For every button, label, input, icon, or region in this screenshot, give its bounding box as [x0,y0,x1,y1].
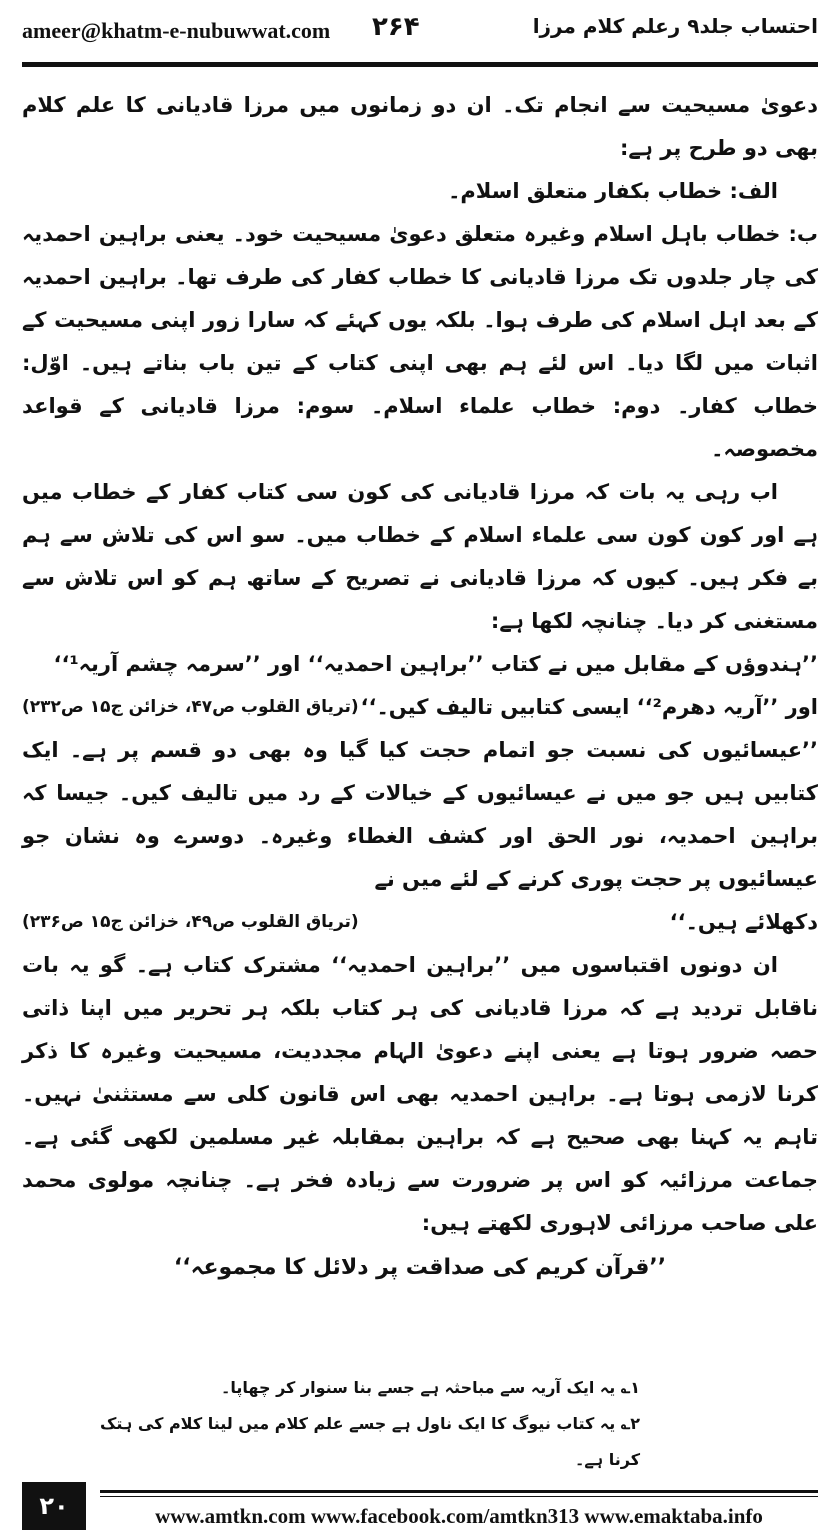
quote-1-text: اور ’’آریہ دھرم²‘‘ ایسی کتابیں تالیف کیں۔‘‘ [360,695,818,719]
paragraph-analysis: ان دونوں اقتباسوں میں ’’براہین احمدیہ‘‘ مشترک کتاب ہے۔ گو یہ بات ناقابل تردید ہے کہ مرزا قادیانی کی ہر کتاب بلکہ ہر تحریر میں اپنا ذاتی حصہ ضرور ہوتا ہے یعنی اپنے دعویٰ الہام مجددیت، مسیحیت وغیرہ کا ذکر کرنا لازمی ہوتا ہے۔ براہین احمدیہ بھی اس قانون کلی سے مستثنیٰ نہیں۔ تاہم یہ کہنا بھی صحیح ہے کہ براہین بمقابلہ غیر مسلمین لکھی گئی ہے۔ جماعت مرزائیہ کو اس پر ضرورت سے زیادہ فخر ہے۔ چنانچہ مولوی محمد علی صاحب مرزائی لاہوری لکھتے ہیں: [22,953,818,1235]
header-page-number: ۲۶۴ [372,12,420,42]
footnotes [80,1370,640,1478]
header-rule [22,62,818,67]
footer-rule [100,1490,818,1493]
page-header [0,0,840,78]
footer-page-number: ۲۰ [22,1482,86,1530]
page-body [22,84,818,1291]
page-footer [0,1482,840,1540]
paragraph-question: اب رہی یہ بات کہ مرزا قادیانی کی کون سی کتاب کفار کے خطاب میں ہے اور کون کون سی علماء اسلام کے خطاب میں۔ سو اس کی تلاش سے ہم بے فکر ہیں۔ کیوں کہ مرزا قادیانی نے تصریح کے ساتھ ہم کو اس تلاش سے مستغنی کر دیا۔ چنانچہ لکھا ہے: [22,480,818,633]
footnote-1: ۱؎ یہ ایک آریہ سے مباحثہ ہے جسے بنا سنوار کر چھاپا۔ [221,1378,640,1397]
quote-1-reference: (تریاق القلوب ص۴۷، خزائن ج۱۵ ص۲۳۲) [22,697,359,717]
quote-2-reference: (تریاق القلوب ص۴۹، خزائن ج۱۵ ص۲۳۶) [22,912,359,932]
header-book-title: احتساب جلد۹ رعلم کلام مرزا [532,14,818,38]
quote-1-line-2 [22,686,818,729]
quote-2-ending: دکھلائے ہیں۔‘‘ [669,910,818,934]
paragraph-bay: ب: خطاب باہل اسلام وغیرہ متعلق دعویٰ مسیحیت خود۔ یعنی براہین احمدیہ کی چار جلدوں تک مرزا قادیانی کا خطاب کفار کی طرف تھا۔ براہین احمدیہ کے بعد اہل اسلام کی طرف ہوا۔ بلکہ یوں کہئے کہ سارا زور اپنی مسیحیت کے اثبات میں لگا دیا۔ اس لئے ہم بھی اپنی کتاب کے تین باب بناتے ہیں۔ اوّل: خطاب کفار۔ دوم: خطاب علماء اسلام۔ سوم: مرزا قادیانی کے قواعد مخصوصہ۔ [22,222,818,461]
paragraph-alif: الف: خطاب بکفار متعلق اسلام۔ [448,179,778,203]
paragraph-intro: دعویٰ مسیحیت سے انجام تک۔ ان دو زمانوں میں مرزا قادیانی کا علم کلام بھی دو طرح پر ہے: [22,93,818,160]
footnote-2: ۲؎ یہ کتاب نیوگ کا ایک ناول ہے جسے علم کلام میں لینا کلام کی ہتک کرنا ہے۔ [100,1414,640,1469]
footer-rule-thin [100,1496,818,1497]
footer-links: www.amtkn.com www.facebook.com/amtkn313 www.emaktaba.info [155,1504,763,1528]
quote-3: ’’قرآن کریم کی صداقت پر دلائل کا مجموعہ‘‘ [173,1255,667,1280]
quote-2: ’’عیسائیوں کی نسبت جو اتمام حجت کیا گیا وہ بھی دو قسم پر ہے۔ ایک کتابیں ہیں جو میں نے عیسائیوں کے خیالات کے رد میں تالیف کیں۔ جیسا کہ براہین احمدیہ، نور الحق اور کشف الغطاء وغیرہ۔ دوسرے وہ نشان جو عیسائیوں پر حجت پوری کرنے کے لئے میں نے [22,738,818,891]
quote-2-last-line [22,901,818,944]
quote-1-line-1: ’’ہندوؤں کے مقابل میں نے کتاب ’’براہین احمدیہ‘‘ اور ’’سرمہ چشم آریہ¹‘‘ [53,652,818,676]
header-email: ameer@khatm-e-nubuwwat.com [22,18,331,43]
